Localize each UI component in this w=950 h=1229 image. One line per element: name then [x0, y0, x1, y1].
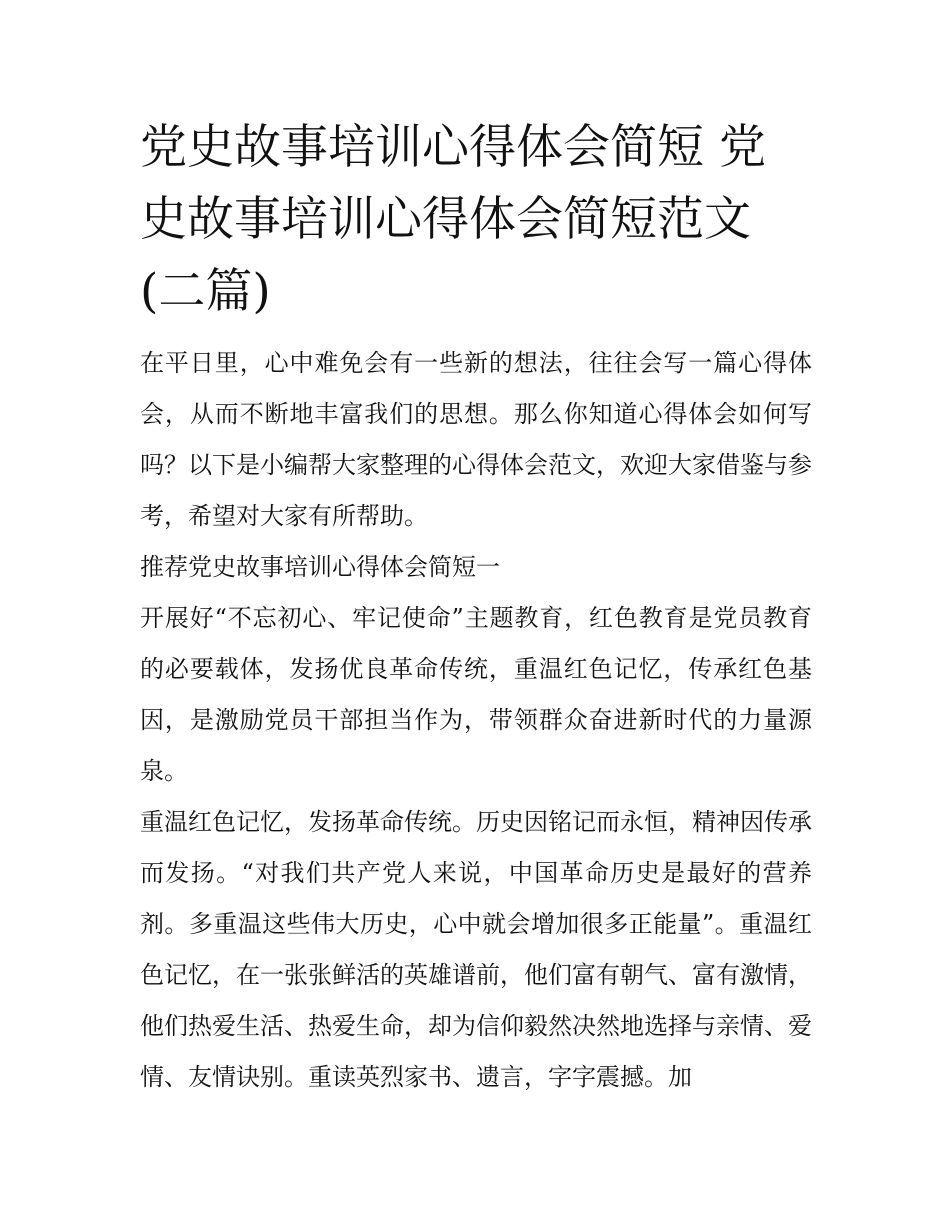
document-content	[140, 112, 812, 1103]
document-body	[140, 338, 812, 1103]
body-paragraph: 重温红色记忆，发扬革命传统。历史因铭记而永恒，精神因传承而发扬。“对我们共产党人来说，中国革命历史是最好的营养剂。多重温这些伟大历史，心中就会增加很多正能量”。重温红色记忆，在一张张鲜活的英雄谱前，他们富有朝气、富有激情，他们热爱生活、热爱生命，却为信仰毅然决然地选择与亲情、爱情、友情诀别。重读英烈家书、遗言，字字震撼。加	[140, 808, 812, 1091]
intro-paragraph: 在平日里，心中难免会有一些新的想法，往往会写一篇心得体会，从而不断地丰富我们的思想。那么你知道心得体会如何写吗？以下是小编帮大家整理的心得体会范文，欢迎大家借鉴与参考，希望对大家有所帮助。	[140, 349, 812, 530]
body-paragraph: 开展好“不忘初心、牢记使命”主题教育，红色教育是党员教育的必要载体，发扬优良革命传统，重温红色记忆，传承红色基因，是激励党员干部担当作为，带领群众奋进新时代的力量源泉。	[140, 604, 812, 785]
section-heading: 推荐党史故事培训心得体会简短一	[140, 553, 500, 581]
document-title: 党史故事培训心得体会简短 党史故事培训心得体会简短范文(二篇)	[140, 120, 766, 319]
